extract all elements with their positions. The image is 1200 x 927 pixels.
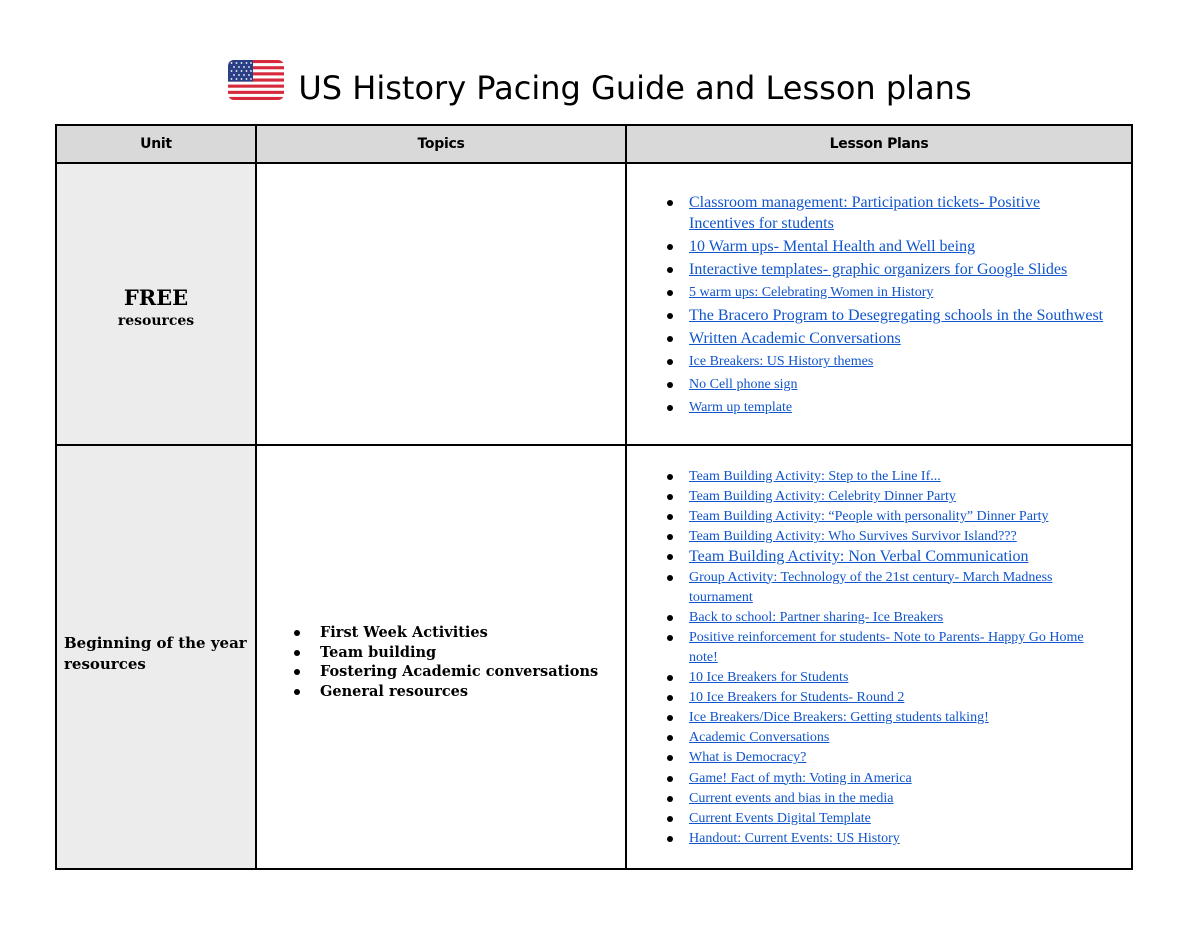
- topic-item: Team building: [320, 643, 624, 663]
- lesson-plan-link[interactable]: 10 Ice Breakers for Students- Round 2: [689, 690, 905, 706]
- lesson-plan-link[interactable]: What is Democracy?: [689, 750, 807, 766]
- topic-item: Fostering Academic conversations: [320, 662, 624, 682]
- topics-list: [258, 623, 624, 701]
- topic-item: First Week Activities: [320, 623, 624, 643]
- topics-column-header: Topics: [256, 125, 626, 163]
- lesson-plan-link[interactable]: Current events and bias in the media: [689, 790, 894, 806]
- list-item: [689, 328, 1108, 350]
- unit-label-beginning-of-year: Beginning of the year resources: [64, 634, 247, 673]
- lesson-plans-list: [628, 465, 1130, 849]
- lesson-plan-link[interactable]: Game! Fact of myth: Voting in America: [689, 770, 912, 786]
- lesson-plan-link[interactable]: Handout: Current Events: US History: [689, 830, 900, 846]
- list-item: [689, 397, 1108, 419]
- lesson-plan-link[interactable]: Interactive templates- graphic organizers for Google Slides: [689, 261, 1068, 279]
- unit-label-free: FREE: [123, 285, 189, 310]
- lesson-plan-link[interactable]: Classroom management: Participation tickets- Positive Incentives for students: [689, 193, 1041, 233]
- list-item: [689, 769, 1108, 789]
- lesson-plan-link[interactable]: Team Building Activity: Non Verbal Communication: [689, 548, 1029, 566]
- list-item: [689, 527, 1108, 547]
- lesson-plan-link[interactable]: 10 Ice Breakers for Students: [689, 670, 849, 686]
- lesson-plan-link[interactable]: Ice Breakers: US History themes: [689, 354, 874, 370]
- lesson-plan-link[interactable]: Group Activity: Technology of the 21st century- March Madness tournament: [689, 569, 1053, 605]
- unit-label-resources: resources: [117, 313, 195, 329]
- lesson-plan-link[interactable]: Warm up template: [689, 400, 793, 416]
- lesson-plan-link[interactable]: 5 warm ups: Celebrating Women in History: [689, 285, 934, 301]
- list-item: [689, 282, 1108, 304]
- list-item: [689, 608, 1108, 628]
- list-item: [689, 829, 1108, 849]
- unit-cell: [56, 445, 256, 869]
- list-item: [689, 547, 1108, 567]
- pacing-guide-table: [55, 124, 1133, 870]
- topics-cell: [256, 445, 626, 869]
- lesson-plan-link[interactable]: Current Events Digital Template: [689, 810, 871, 826]
- page-title: [0, 62, 1200, 118]
- list-item: [689, 467, 1108, 487]
- table-row: [56, 445, 1132, 869]
- table-row: [56, 163, 1132, 445]
- list-item: [689, 748, 1108, 768]
- lesson-plan-link[interactable]: Team Building Activity: Celebrity Dinner Party: [689, 489, 956, 505]
- lesson-plan-link[interactable]: No Cell phone sign: [689, 377, 798, 393]
- list-item: [689, 259, 1108, 281]
- lesson-plan-link[interactable]: Academic Conversations: [689, 730, 830, 746]
- lesson-plan-link[interactable]: Positive reinforcement for students- Note to Parents- Happy Go Home note!: [689, 629, 1084, 665]
- list-item: [689, 351, 1108, 373]
- lesson-plan-link[interactable]: Ice Breakers/Dice Breakers: Getting students talking!: [689, 710, 989, 726]
- list-item: [689, 809, 1108, 829]
- topics-cell: [256, 163, 626, 445]
- lesson-plan-link[interactable]: Written Academic Conversations: [689, 330, 901, 348]
- list-item: [689, 708, 1108, 728]
- us-flag-icon: [228, 60, 284, 115]
- lesson-plan-link[interactable]: 10 Warm ups- Mental Health and Well being: [689, 238, 976, 256]
- lesson-plans-cell: [626, 445, 1132, 869]
- table-header-row: [56, 125, 1132, 163]
- list-item: [689, 789, 1108, 809]
- lesson-plan-link[interactable]: Team Building Activity: Step to the Line If...: [689, 469, 941, 485]
- list-item: [689, 568, 1108, 608]
- lesson-plans-cell: [626, 163, 1132, 445]
- topic-item: General resources: [320, 682, 624, 702]
- title-text: US History Pacing Guide and Lesson plans: [298, 69, 972, 107]
- list-item: [689, 688, 1108, 708]
- list-item: [689, 374, 1108, 396]
- list-item: [689, 507, 1108, 527]
- lesson-plans-column-header: Lesson Plans: [626, 125, 1132, 163]
- list-item: [689, 628, 1108, 668]
- lesson-plan-link[interactable]: Back to school: Partner sharing- Ice Breakers: [689, 609, 944, 625]
- lesson-plan-link[interactable]: Team Building Activity: Who Survives Survivor Island???: [689, 529, 1017, 545]
- lesson-plans-list: [628, 188, 1130, 419]
- unit-column-header: Unit: [56, 125, 256, 163]
- list-item: [689, 668, 1108, 688]
- unit-cell: [56, 163, 256, 445]
- list-item: [689, 728, 1108, 748]
- lesson-plan-link[interactable]: The Bracero Program to Desegregating schools in the Southwest: [689, 307, 1104, 325]
- lesson-plan-link[interactable]: Team Building Activity: “People with personality” Dinner Party: [689, 509, 1049, 525]
- list-item: [689, 487, 1108, 507]
- list-item: [689, 305, 1108, 327]
- list-item: [689, 192, 1108, 235]
- list-item: [689, 236, 1108, 258]
